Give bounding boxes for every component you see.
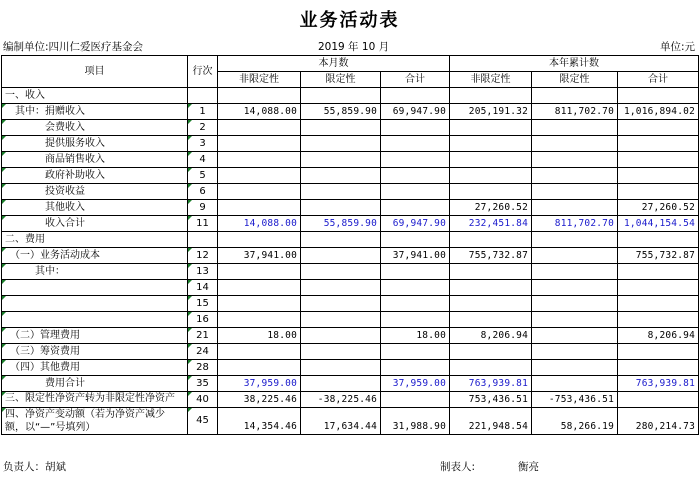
month-total[interactable] xyxy=(381,88,450,104)
ytd-unrestricted[interactable] xyxy=(450,136,532,152)
month-restricted[interactable]: 55,859.90 xyxy=(301,216,381,232)
row-number[interactable] xyxy=(188,88,218,104)
org-name: 编制单位:四川仁爱医疗基金会 xyxy=(3,41,144,53)
ytd-total[interactable] xyxy=(618,312,699,328)
ytd-total[interactable] xyxy=(618,120,699,136)
header-row-no: 行次 xyxy=(188,56,218,88)
month-restricted[interactable] xyxy=(301,280,381,296)
month-total[interactable] xyxy=(381,344,450,360)
table-row xyxy=(2,264,699,280)
month-total[interactable]: 37,941.00 xyxy=(381,248,450,264)
ytd-unrestricted[interactable] xyxy=(450,120,532,136)
month-unrestricted[interactable]: 18.00 xyxy=(218,328,301,344)
row-number[interactable]: 1 xyxy=(188,104,218,120)
row-number[interactable]: 11 xyxy=(188,216,218,232)
month-unrestricted[interactable] xyxy=(218,360,301,376)
month-unrestricted[interactable]: 38,225.46 xyxy=(218,392,301,408)
month-total[interactable] xyxy=(381,392,450,408)
ytd-unrestricted[interactable]: 763,939.81 xyxy=(450,376,532,392)
table-row xyxy=(2,216,699,232)
header-month-unrestricted: 非限定性 xyxy=(218,72,301,88)
ytd-restricted[interactable] xyxy=(532,232,618,248)
month-unrestricted[interactable] xyxy=(218,88,301,104)
month-restricted[interactable] xyxy=(301,248,381,264)
month-restricted[interactable] xyxy=(301,296,381,312)
header-row-1 xyxy=(2,56,699,72)
report-title: 业务活动表 xyxy=(299,10,400,31)
ytd-unrestricted[interactable] xyxy=(450,344,532,360)
ytd-restricted[interactable]: 58,266.19 xyxy=(532,408,618,435)
month-restricted[interactable] xyxy=(301,88,381,104)
ytd-restricted[interactable]: 811,702.70 xyxy=(532,216,618,232)
ytd-total[interactable]: 1,044,154.54 xyxy=(618,216,699,232)
ytd-total[interactable] xyxy=(618,232,699,248)
ytd-total[interactable] xyxy=(618,136,699,152)
month-restricted[interactable] xyxy=(301,360,381,376)
ytd-restricted[interactable] xyxy=(532,264,618,280)
ytd-total[interactable] xyxy=(618,264,699,280)
table-row xyxy=(2,168,699,184)
month-unrestricted[interactable] xyxy=(218,296,301,312)
header-month: 本月数 xyxy=(218,56,450,72)
ytd-unrestricted[interactable] xyxy=(450,264,532,280)
ytd-total[interactable] xyxy=(618,344,699,360)
row-label[interactable]: 会费收入 xyxy=(2,120,188,136)
ytd-unrestricted[interactable] xyxy=(450,280,532,296)
ytd-restricted[interactable] xyxy=(532,360,618,376)
table-row xyxy=(2,344,699,360)
row-number[interactable]: 21 xyxy=(188,328,218,344)
row-number[interactable]: 14 xyxy=(188,280,218,296)
row-number[interactable]: 9 xyxy=(188,200,218,216)
row-label[interactable]: 其中：捐赠收入 xyxy=(2,104,188,120)
row-number[interactable]: 6 xyxy=(188,184,218,200)
table-row xyxy=(2,136,699,152)
row-label[interactable]: 三、限定性净资产转为非限定性净资产 xyxy=(2,392,188,408)
row-label[interactable]: 费用合计 xyxy=(2,376,188,392)
month-total[interactable] xyxy=(381,312,450,328)
month-total[interactable] xyxy=(381,280,450,296)
ytd-unrestricted[interactable] xyxy=(450,296,532,312)
month-unrestricted[interactable]: 14,088.00 xyxy=(218,216,301,232)
row-label[interactable]: 提供服务收入 xyxy=(2,136,188,152)
ytd-unrestricted[interactable] xyxy=(450,152,532,168)
ytd-unrestricted[interactable]: 753,436.51 xyxy=(450,392,532,408)
ytd-total[interactable]: 755,732.87 xyxy=(618,248,699,264)
month-total[interactable] xyxy=(381,152,450,168)
month-unrestricted[interactable]: 37,959.00 xyxy=(218,376,301,392)
ytd-unrestricted[interactable]: 232,451.84 xyxy=(450,216,532,232)
month-unrestricted[interactable] xyxy=(218,232,301,248)
row-label[interactable]: 政府补助收入 xyxy=(2,168,188,184)
month-unrestricted[interactable] xyxy=(218,312,301,328)
month-total[interactable] xyxy=(381,360,450,376)
table-row xyxy=(2,408,699,435)
ytd-restricted[interactable] xyxy=(532,376,618,392)
ytd-total[interactable] xyxy=(618,392,699,408)
row-label[interactable]: 投资收益 xyxy=(2,184,188,200)
month-restricted[interactable] xyxy=(301,376,381,392)
ytd-unrestricted[interactable]: 221,948.54 xyxy=(450,408,532,435)
row-label[interactable]: （二）管理费用 xyxy=(2,328,188,344)
activity-table xyxy=(1,55,699,435)
row-number[interactable]: 4 xyxy=(188,152,218,168)
responsible-person: 负责人：胡斌 xyxy=(3,461,66,473)
month-restricted[interactable] xyxy=(301,264,381,280)
month-total[interactable] xyxy=(381,296,450,312)
ytd-restricted[interactable] xyxy=(532,200,618,216)
month-restricted[interactable]: 55,859.90 xyxy=(301,104,381,120)
month-unrestricted[interactable] xyxy=(218,184,301,200)
row-label[interactable]: 商品销售收入 xyxy=(2,152,188,168)
ytd-restricted[interactable] xyxy=(532,136,618,152)
ytd-unrestricted[interactable] xyxy=(450,184,532,200)
row-label[interactable]: 其中： xyxy=(2,264,188,280)
table-row xyxy=(2,280,699,296)
row-number[interactable]: 28 xyxy=(188,360,218,376)
table-row xyxy=(2,184,699,200)
header-ytd-unrestricted: 非限定性 xyxy=(450,72,532,88)
table-row xyxy=(2,232,699,248)
ytd-total[interactable] xyxy=(618,168,699,184)
ytd-restricted[interactable] xyxy=(532,328,618,344)
ytd-restricted[interactable] xyxy=(532,88,618,104)
month-total[interactable] xyxy=(381,136,450,152)
month-total[interactable] xyxy=(381,184,450,200)
row-label[interactable]: 二、费用 xyxy=(2,232,188,248)
month-total[interactable]: 18.00 xyxy=(381,328,450,344)
header-month-total: 合计 xyxy=(381,72,450,88)
ytd-unrestricted[interactable]: 755,732.87 xyxy=(450,248,532,264)
month-unrestricted[interactable] xyxy=(218,120,301,136)
ytd-unrestricted[interactable]: 205,191.32 xyxy=(450,104,532,120)
header-month-restricted: 限定性 xyxy=(301,72,381,88)
ytd-unrestricted[interactable] xyxy=(450,168,532,184)
ytd-total[interactable]: 280,214.73 xyxy=(618,408,699,435)
header-item: 项目 xyxy=(2,56,188,88)
row-number[interactable]: 35 xyxy=(188,376,218,392)
month-restricted[interactable] xyxy=(301,344,381,360)
month-restricted[interactable] xyxy=(301,184,381,200)
table-row xyxy=(2,104,699,120)
month-restricted[interactable] xyxy=(301,120,381,136)
ytd-restricted[interactable] xyxy=(532,312,618,328)
table-row xyxy=(2,88,699,104)
preparer-name: 衡亮 xyxy=(518,461,539,473)
ytd-restricted[interactable]: 811,702.70 xyxy=(532,104,618,120)
header-ytd-total: 合计 xyxy=(618,72,699,88)
row-number[interactable]: 24 xyxy=(188,344,218,360)
ytd-restricted[interactable] xyxy=(532,344,618,360)
ytd-unrestricted[interactable] xyxy=(450,88,532,104)
month-restricted[interactable] xyxy=(301,232,381,248)
ytd-restricted[interactable] xyxy=(532,280,618,296)
row-number[interactable]: 5 xyxy=(188,168,218,184)
ytd-total[interactable] xyxy=(618,152,699,168)
row-number[interactable]: 45 xyxy=(188,408,218,435)
ytd-unrestricted[interactable] xyxy=(450,312,532,328)
month-restricted[interactable] xyxy=(301,312,381,328)
month-unrestricted[interactable] xyxy=(218,136,301,152)
month-total[interactable] xyxy=(381,232,450,248)
row-number[interactable]: 40 xyxy=(188,392,218,408)
ytd-restricted[interactable]: -753,436.51 xyxy=(532,392,618,408)
ytd-unrestricted[interactable]: 27,260.52 xyxy=(450,200,532,216)
table-row xyxy=(2,392,699,408)
table-row xyxy=(2,296,699,312)
ytd-total[interactable] xyxy=(618,360,699,376)
month-total[interactable] xyxy=(381,264,450,280)
table-row xyxy=(2,360,699,376)
row-number[interactable]: 2 xyxy=(188,120,218,136)
month-unrestricted[interactable] xyxy=(218,152,301,168)
month-restricted[interactable] xyxy=(301,136,381,152)
ytd-unrestricted[interactable] xyxy=(450,232,532,248)
ytd-total[interactable] xyxy=(618,184,699,200)
ytd-total[interactable]: 763,939.81 xyxy=(618,376,699,392)
ytd-unrestricted[interactable] xyxy=(450,360,532,376)
month-total[interactable]: 69,947.90 xyxy=(381,104,450,120)
ytd-total[interactable]: 1,016,894.02 xyxy=(618,104,699,120)
currency-unit: 单位:元 xyxy=(659,41,695,53)
row-number[interactable]: 15 xyxy=(188,296,218,312)
row-label[interactable] xyxy=(2,312,188,328)
table-row xyxy=(2,312,699,328)
ytd-total[interactable] xyxy=(618,296,699,312)
table-row xyxy=(2,376,699,392)
row-number[interactable]: 13 xyxy=(188,264,218,280)
month-unrestricted[interactable]: 14,088.00 xyxy=(218,104,301,120)
row-label[interactable] xyxy=(2,296,188,312)
month-restricted[interactable]: 17,634.44 xyxy=(301,408,381,435)
preparer-label: 制表人: xyxy=(440,461,476,473)
ytd-restricted[interactable] xyxy=(532,296,618,312)
header-ytd-restricted: 限定性 xyxy=(532,72,618,88)
table-row xyxy=(2,248,699,264)
row-number[interactable] xyxy=(188,232,218,248)
row-label[interactable]: 四、净资产变动额（若为净资产减少额，以“—”号填列） xyxy=(2,408,188,435)
month-restricted[interactable] xyxy=(301,200,381,216)
row-number[interactable]: 12 xyxy=(188,248,218,264)
table-row xyxy=(2,152,699,168)
report-period: 2019 年 10 月 xyxy=(318,41,390,53)
month-restricted[interactable] xyxy=(301,168,381,184)
month-unrestricted[interactable]: 37,941.00 xyxy=(218,248,301,264)
month-restricted[interactable]: -38,225.46 xyxy=(301,392,381,408)
month-unrestricted[interactable] xyxy=(218,264,301,280)
table-row xyxy=(2,120,699,136)
ytd-restricted[interactable] xyxy=(532,152,618,168)
month-restricted[interactable] xyxy=(301,152,381,168)
row-number[interactable]: 3 xyxy=(188,136,218,152)
month-unrestricted[interactable]: 14,354.46 xyxy=(218,408,301,435)
month-unrestricted[interactable] xyxy=(218,168,301,184)
ytd-restricted[interactable] xyxy=(532,184,618,200)
ytd-restricted[interactable] xyxy=(532,168,618,184)
month-total[interactable] xyxy=(381,168,450,184)
row-label[interactable]: 收入合计 xyxy=(2,216,188,232)
row-label[interactable]: （一）业务活动成本 xyxy=(2,248,188,264)
month-total[interactable] xyxy=(381,200,450,216)
month-total[interactable]: 37,959.00 xyxy=(381,376,450,392)
month-total[interactable]: 69,947.90 xyxy=(381,216,450,232)
ytd-total[interactable] xyxy=(618,280,699,296)
month-restricted[interactable] xyxy=(301,328,381,344)
ytd-restricted[interactable] xyxy=(532,120,618,136)
row-label[interactable]: （三）筹资费用 xyxy=(2,344,188,360)
month-unrestricted[interactable] xyxy=(218,200,301,216)
month-unrestricted[interactable] xyxy=(218,344,301,360)
table-row xyxy=(2,328,699,344)
ytd-restricted[interactable] xyxy=(532,248,618,264)
month-total[interactable] xyxy=(381,120,450,136)
header-ytd: 本年累计数 xyxy=(450,56,699,72)
row-label[interactable] xyxy=(2,280,188,296)
ytd-total[interactable]: 27,260.52 xyxy=(618,200,699,216)
ytd-total[interactable]: 8,206.94 xyxy=(618,328,699,344)
table-row xyxy=(2,200,699,216)
row-number[interactable]: 16 xyxy=(188,312,218,328)
ytd-total[interactable] xyxy=(618,88,699,104)
month-total[interactable]: 31,988.90 xyxy=(381,408,450,435)
row-label[interactable]: 其他收入 xyxy=(2,200,188,216)
ytd-unrestricted[interactable]: 8,206.94 xyxy=(450,328,532,344)
row-label[interactable]: 一、收入 xyxy=(2,88,188,104)
month-unrestricted[interactable] xyxy=(218,280,301,296)
row-label[interactable]: （四）其他费用 xyxy=(2,360,188,376)
